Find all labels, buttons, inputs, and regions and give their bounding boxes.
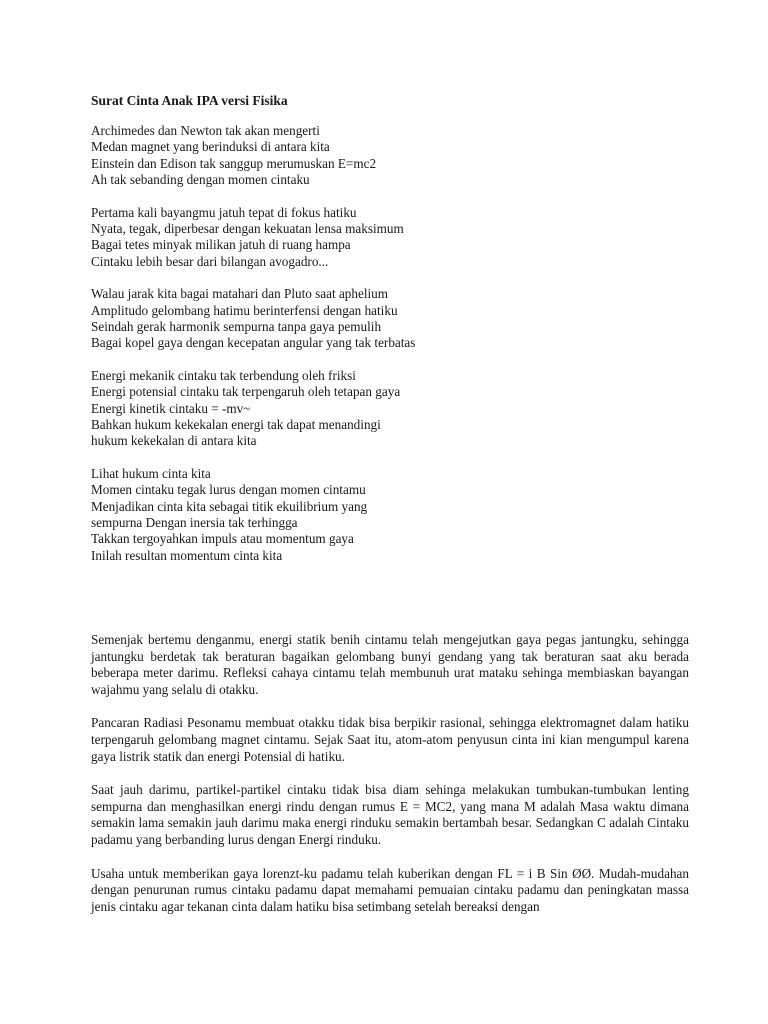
prose-section (91, 632, 689, 932)
poem-line: Bagai kopel gaya dengan kecepatan angular yang tak terbatas (91, 335, 416, 351)
poem-stanza (91, 466, 691, 564)
poem-line: Seindah gerak harmonik sempurna tanpa gaya pemulih (91, 318, 382, 334)
document-title: Surat Cinta Anak IPA versi Fisika (91, 93, 288, 108)
poem-stanza (91, 205, 691, 270)
poem-line: Energi kinetik cintaku = -mv~ (91, 400, 251, 416)
poem-line: Cintaku lebih besar dari bilangan avogadro... (91, 253, 329, 269)
poem (91, 123, 691, 580)
poem-line: Einstein dan Edison tak sanggup merumuskan E=mc2 (91, 155, 377, 171)
poem-stanza (91, 368, 691, 449)
poem-line: Bahkan hukum kekekalan energi tak dapat menandingi (91, 416, 381, 432)
paragraph: Saat jauh darimu, partikel-partikel cintaku tidak bisa diam sehinga melakukan tumbukan-tumbukan lenting sempurna dan menghasilkan energi rindu dengan rumus E = MC2, yang mana M adalah Masa waktu dimana semakin lama semakin jauh darimu maka energi rinduku semakin bertambah besar. Sedangkan C adalah Cintaku padamu yang berbanding lurus dengan Energi rinduku. (91, 782, 689, 847)
poem-stanza (91, 286, 691, 351)
poem-line: Takkan tergoyahkan impuls atau momentum gaya (91, 531, 354, 547)
poem-line: Amplitudo gelombang hatimu berinterfensi dengan hatiku (91, 302, 398, 318)
poem-line: Lihat hukum cinta kita (91, 466, 211, 482)
poem-line: hukum kekekalan di antara kita (91, 433, 257, 449)
paragraph: Semenjak bertemu denganmu, energi statik benih cintamu telah mengejutkan gaya pegas jantungku, sehingga jantungku berdetak tak beraturan bagaikan gelombang bunyi gendang yang tak beraturan saat aku berada beberapa meter darimu. Refleksi cahaya cintamu telah membunuh urat mataku sehinga membiaskan bayangan wajahmu yang selalu di otakku. (91, 632, 689, 697)
poem-line: Medan magnet yang berinduksi di antara kita (91, 139, 330, 155)
poem-line: Inilah resultan momentum cinta kita (91, 547, 283, 563)
poem-line: Menjadikan cinta kita sebagai titik ekuilibrium yang (91, 498, 368, 514)
poem-line: Bagai tetes minyak milikan jatuh di ruang hampa (91, 237, 351, 253)
poem-line: Momen cintaku tegak lurus dengan momen cintamu (91, 482, 366, 498)
poem-line: Ah tak sebanding dengan momen cintaku (91, 171, 310, 187)
poem-line: Nyata, tegak, diperbesar dengan kekuatan lensa maksimum (91, 220, 404, 236)
poem-line: Pertama kali bayangmu jatuh tepat di fokus hatiku (91, 204, 357, 220)
paragraph: Pancaran Radiasi Pesonamu membuat otakku tidak bisa berpikir rasional, sehingga elektromagnet dalam hatiku terpengaruh gelombang magnet cintamu. Sejak Saat itu, atom-atom penyusun cinta ini kian mengumpul karena gaya listrik statik dan energi Potensial di hatiku. (91, 715, 689, 764)
poem-line: Walau jarak kita bagai matahari dan Pluto saat aphelium (91, 286, 389, 302)
poem-line: Energi mekanik cintaku tak terbendung oleh friksi (91, 368, 356, 384)
paragraph: Usaha untuk memberikan gaya lorenzt-ku padamu telah kuberikan dengan FL = i B Sin ØØ. Mudah-mudahan dengan penurunan rumus cintaku padamu dapat memahami pemuaian cintaku padamu dan peningkatan massa jenis cintaku agar tekanan cinta dalam hatiku bisa setimbang setelah bereaksi dengan (91, 865, 689, 914)
poem-stanza (91, 123, 691, 188)
poem-line: sempurna Dengan inersia tak terhingga (91, 514, 298, 530)
poem-line: Archimedes dan Newton tak akan mengerti (91, 123, 320, 138)
poem-line: Energi potensial cintaku tak terpengaruh oleh tetapan gaya (91, 384, 401, 400)
